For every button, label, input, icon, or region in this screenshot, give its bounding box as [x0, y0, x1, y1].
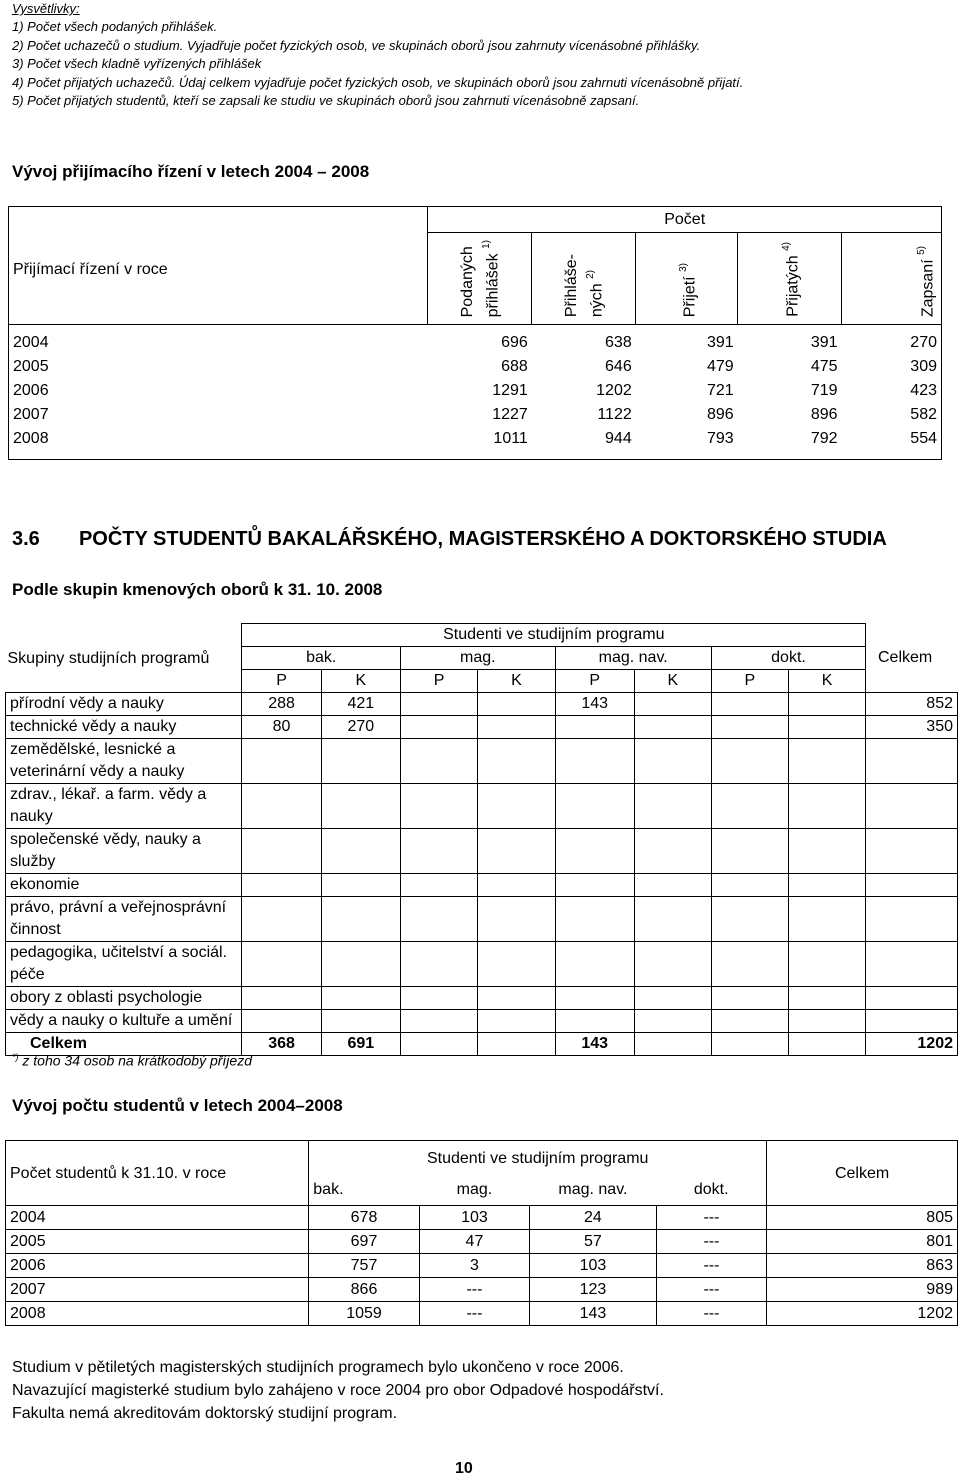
value-cell: [711, 739, 788, 784]
total-value-cell: 368: [242, 1033, 321, 1056]
value-cell: [555, 897, 634, 942]
value-cell: 646: [605, 358, 632, 375]
explanatory-notes: [12, 0, 952, 110]
table-row: [6, 716, 958, 739]
value-cell: [400, 874, 477, 897]
total-cell: [866, 739, 958, 784]
value-cell: 678: [309, 1206, 419, 1230]
value-cell: [711, 897, 788, 942]
table-row: [6, 784, 958, 829]
year-cell: 2006: [6, 1254, 309, 1278]
value-cell: 1011: [493, 430, 528, 447]
value-cell: [242, 874, 321, 897]
table-row: [9, 325, 942, 356]
value-cell: [789, 987, 866, 1010]
value-cell: 944: [605, 430, 632, 447]
page-number: 10: [455, 1460, 473, 1477]
total-cell: [866, 829, 958, 874]
total-cell: [866, 897, 958, 942]
value-cell: 80: [242, 716, 321, 739]
value-cell: [711, 829, 788, 874]
value-cell: 479: [706, 358, 734, 375]
value-cell: [321, 897, 400, 942]
total-cell: [866, 1010, 958, 1033]
students-title: Vývoj počtu studentů v letech 2004–2008: [12, 1096, 343, 1115]
total-cell: 805: [767, 1206, 958, 1230]
value-cell: [789, 942, 866, 987]
value-cell: ---: [656, 1254, 766, 1278]
grand-total-cell: 1202: [866, 1033, 958, 1056]
value-cell: [321, 829, 400, 874]
total-cell: 350: [866, 716, 958, 739]
column-header-prijatych: [738, 233, 842, 325]
admission-row-header: Přijímací řízení v roce: [9, 207, 428, 325]
table-row: [6, 739, 958, 784]
value-cell: 697: [309, 1230, 419, 1254]
value-cell: ---: [656, 1206, 766, 1230]
admission-group-header: Počet: [428, 207, 942, 233]
value-cell: 721: [706, 382, 734, 399]
value-cell: 143: [555, 693, 634, 716]
table-row: [6, 693, 958, 716]
group-name-cell: přírodní vědy a nauky: [6, 693, 242, 716]
year-cell: 2008: [13, 430, 49, 447]
subheader-p: P: [400, 670, 477, 693]
admission-title: Vývoj přijímacího řízení v letech 2004 – 2008: [12, 162, 370, 181]
program-dokt-header: dokt.: [656, 1174, 766, 1205]
value-cell: 1291: [492, 382, 528, 399]
footnote-text: z toho 34 osob na krátkodobý příjezd: [22, 1052, 252, 1069]
note-item: 1) Počet všech podaných přihlášek.: [12, 19, 218, 35]
column-header-prijeti: [636, 233, 738, 325]
total-cell: 801: [767, 1230, 958, 1254]
value-cell: 309: [910, 358, 937, 375]
year-cell: 2004: [6, 1206, 309, 1230]
total-value-cell: 143: [555, 1033, 634, 1056]
value-cell: [634, 942, 711, 987]
year-cell: 2007: [13, 406, 49, 423]
value-cell: [634, 829, 711, 874]
value-cell: ---: [656, 1278, 766, 1302]
value-cell: 1227: [492, 406, 528, 423]
footnote-mark: *): [12, 1052, 19, 1062]
value-cell: [400, 739, 477, 784]
value-cell: [555, 874, 634, 897]
value-cell: [400, 942, 477, 987]
value-cell: [242, 897, 321, 942]
value-cell: [789, 1010, 866, 1033]
value-cell: 421: [321, 693, 400, 716]
year-cell: 2004: [13, 334, 49, 351]
value-cell: 896: [810, 406, 838, 423]
table-row: [9, 355, 942, 379]
col-sup: 3): [678, 262, 690, 272]
program-magnav-header: mag. nav.: [555, 647, 711, 670]
value-cell: ---: [419, 1278, 529, 1302]
program-bak-header: bak.: [242, 647, 401, 670]
value-cell: 793: [706, 430, 734, 447]
program-magnav-header: mag. nav.: [530, 1174, 657, 1205]
value-cell: 688: [501, 358, 528, 375]
value-cell: 143: [530, 1302, 657, 1326]
year-cell: 2008: [6, 1302, 309, 1326]
col-label: Přihláše-: [562, 253, 580, 317]
note-item: 3) Počet všech kladně vyřízených přihlášek: [12, 56, 262, 72]
students-total-header: Celkem: [767, 1141, 958, 1206]
col-label: Podaných: [458, 245, 476, 317]
students-row-header: Počet studentů k 31.10. v roce: [6, 1141, 309, 1206]
section-title: POČTY STUDENTŮ BAKALÁŘSKÉHO, MAGISTERSKÉHO A DOKTORSKÉHO STUDIA: [78, 528, 887, 550]
value-cell: [400, 829, 477, 874]
value-cell: [555, 716, 634, 739]
subheader-p: P: [555, 670, 634, 693]
col-label: ných: [587, 283, 605, 317]
subheader-p: P: [242, 670, 321, 693]
value-cell: 1202: [596, 382, 632, 399]
value-cell: [789, 874, 866, 897]
table-row: [6, 987, 958, 1010]
notes-header: Vysvětlivky:: [12, 1, 80, 16]
groups-total-header: Celkem: [878, 649, 933, 666]
col-label: Přijatých: [784, 255, 802, 317]
value-cell: [789, 784, 866, 829]
value-cell: ---: [656, 1302, 766, 1326]
table-row: [9, 379, 942, 403]
value-cell: [400, 897, 477, 942]
value-cell: [478, 942, 555, 987]
table-row: [6, 1230, 958, 1254]
value-cell: [634, 693, 711, 716]
value-cell: [711, 1010, 788, 1033]
value-cell: [321, 1010, 400, 1033]
value-cell: [478, 987, 555, 1010]
total-value-cell: [789, 1033, 866, 1056]
value-cell: [400, 716, 477, 739]
note-item: 2) Počet uchazečů o studium. Vyjadřuje počet fyzických osob, ve skupinách oborů jsou zahrnuty vícenásobné přihlášky.: [12, 37, 701, 53]
value-cell: 475: [810, 358, 838, 375]
total-value-cell: [400, 1033, 477, 1056]
col-label: přihlášek: [484, 252, 502, 317]
footer-notes: [12, 1356, 664, 1425]
value-cell: [555, 1010, 634, 1033]
total-cell: [866, 874, 958, 897]
value-cell: [321, 987, 400, 1010]
value-cell: 582: [910, 406, 937, 423]
group-name-cell: vědy a nauky o kultuře a umění: [6, 1010, 242, 1033]
year-cell: 2005: [6, 1230, 309, 1254]
value-cell: [478, 739, 555, 784]
value-cell: [321, 942, 400, 987]
col-sup: 5): [915, 245, 927, 255]
value-cell: 391: [810, 334, 838, 351]
total-row-label: Celkem: [6, 1033, 242, 1056]
value-cell: [478, 897, 555, 942]
value-cell: ---: [656, 1230, 766, 1254]
table-row: [6, 1206, 958, 1230]
total-cell: 989: [767, 1278, 958, 1302]
value-cell: ---: [419, 1302, 529, 1326]
footer-line: Studium v pětiletých magisterských studijních programech bylo ukončeno v roce 2006.: [12, 1359, 624, 1376]
value-cell: [478, 693, 555, 716]
footer-line: Navazující magisterké studium bylo zahájeno v roce 2004 pro obor Odpadové hospodářství.: [12, 1382, 664, 1399]
note-item: 4) Počet přijatých uchazečů. Údaj celkem vyjadřuje počet fyzických osob, ve skupinách oborů jsou zahrnuti vícenásobně přijatí.: [12, 74, 744, 90]
value-cell: 391: [706, 334, 734, 351]
table-row: [6, 1010, 958, 1033]
value-cell: [711, 987, 788, 1010]
value-cell: [789, 716, 866, 739]
table-row: [6, 829, 958, 874]
column-header-zapsani: [842, 233, 942, 325]
value-cell: 57: [530, 1230, 657, 1254]
total-value-cell: [711, 1033, 788, 1056]
total-value-cell: 691: [321, 1033, 400, 1056]
value-cell: 270: [321, 716, 400, 739]
value-cell: [400, 1010, 477, 1033]
value-cell: [789, 693, 866, 716]
value-cell: [555, 829, 634, 874]
admission-table: [8, 206, 942, 460]
table-row: [6, 874, 958, 897]
value-cell: 47: [419, 1230, 529, 1254]
value-cell: [789, 739, 866, 784]
column-header-prihlasenych: [532, 233, 636, 325]
value-cell: [555, 784, 634, 829]
group-name-cell: ekonomie: [6, 874, 242, 897]
value-cell: [321, 784, 400, 829]
value-cell: [711, 942, 788, 987]
table-row: [6, 897, 958, 942]
value-cell: 757: [309, 1254, 419, 1278]
col-label: Přijetí: [681, 276, 699, 317]
groups-row-header: Skupiny studijních programů: [7, 649, 210, 667]
year-cell: 2007: [6, 1278, 309, 1302]
value-cell: [242, 829, 321, 874]
total-cell: 863: [767, 1254, 958, 1278]
value-cell: 719: [810, 382, 838, 399]
value-cell: [478, 716, 555, 739]
subheader-k: K: [789, 670, 866, 693]
value-cell: 103: [530, 1254, 657, 1278]
value-cell: [634, 1010, 711, 1033]
group-name-cell: právo, právní a veřejnosprávní činnost: [6, 897, 242, 942]
value-cell: 638: [605, 334, 632, 351]
value-cell: [634, 739, 711, 784]
subheader-k: K: [321, 670, 400, 693]
value-cell: 270: [910, 334, 937, 351]
table-row: [6, 942, 958, 987]
group-name-cell: zdrav., lékař. a farm. vědy a nauky: [6, 784, 242, 829]
col-sup: 1): [480, 239, 492, 249]
footer-line: Fakulta nemá akreditovám doktorský studijní program.: [12, 1405, 398, 1422]
section-heading: [12, 528, 887, 551]
value-cell: [711, 874, 788, 897]
value-cell: 896: [706, 406, 734, 423]
col-sup: 2): [584, 269, 596, 279]
value-cell: [711, 716, 788, 739]
value-cell: 1059: [309, 1302, 419, 1326]
value-cell: [400, 784, 477, 829]
value-cell: 423: [910, 382, 937, 399]
value-cell: [478, 1010, 555, 1033]
value-cell: [711, 693, 788, 716]
group-name-cell: obory z oblasti psychologie: [6, 987, 242, 1010]
value-cell: 3: [419, 1254, 529, 1278]
value-cell: 866: [309, 1278, 419, 1302]
year-cell: 2005: [13, 358, 49, 375]
value-cell: 123: [530, 1278, 657, 1302]
table-row: [6, 1302, 958, 1326]
program-mag-header: mag.: [400, 647, 555, 670]
col-sup: 4): [780, 242, 792, 252]
value-cell: [478, 784, 555, 829]
col-label: Zapsaní: [919, 259, 936, 317]
value-cell: [634, 784, 711, 829]
value-cell: 288: [242, 693, 321, 716]
value-cell: [321, 739, 400, 784]
total-cell: 852: [866, 693, 958, 716]
value-cell: 696: [501, 334, 528, 351]
value-cell: [242, 1010, 321, 1033]
program-mag-header: mag.: [419, 1174, 529, 1205]
total-cell: [866, 784, 958, 829]
table-row: [6, 1254, 958, 1278]
section-number: 3.6: [12, 528, 40, 550]
value-cell: [478, 829, 555, 874]
group-name-cell: zemědělské, lesnické a veterinární vědy a nauky: [6, 739, 242, 784]
value-cell: [555, 942, 634, 987]
value-cell: [400, 693, 477, 716]
groups-table: [5, 623, 958, 1056]
note-item: 5) Počet přijatých studentů, kteří se zapsali ke studiu ve skupinách oborů jsou zahrnuti vícenásobně zapsaní.: [12, 93, 640, 109]
year-cell: 2006: [13, 382, 49, 399]
value-cell: [242, 784, 321, 829]
value-cell: [242, 987, 321, 1010]
value-cell: [321, 874, 400, 897]
groups-footnote: [12, 1052, 252, 1069]
group-name-cell: společenské vědy, nauky a služby: [6, 829, 242, 874]
value-cell: [711, 784, 788, 829]
value-cell: [242, 739, 321, 784]
value-cell: [242, 942, 321, 987]
table-row: [6, 1278, 958, 1302]
table-row: [9, 403, 942, 427]
value-cell: [478, 874, 555, 897]
group-name-cell: technické vědy a nauky: [6, 716, 242, 739]
subheader-k: K: [634, 670, 711, 693]
program-dokt-header: dokt.: [711, 647, 865, 670]
students-table: [5, 1140, 958, 1326]
subheader-k: K: [478, 670, 555, 693]
value-cell: 792: [810, 430, 838, 447]
value-cell: [634, 987, 711, 1010]
value-cell: [789, 897, 866, 942]
total-cell: 1202: [767, 1302, 958, 1326]
groups-program-header: Studenti ve studijním programu: [242, 624, 866, 647]
column-header-podanych: [428, 233, 532, 325]
value-cell: [555, 739, 634, 784]
value-cell: [634, 897, 711, 942]
group-name-cell: pedagogika, učitelství a sociál. péče: [6, 942, 242, 987]
table-row: [9, 427, 942, 460]
value-cell: 1122: [597, 406, 632, 423]
value-cell: [555, 987, 634, 1010]
value-cell: [634, 716, 711, 739]
total-value-cell: [634, 1033, 711, 1056]
subheader-p: P: [711, 670, 788, 693]
value-cell: [400, 987, 477, 1010]
value-cell: [789, 829, 866, 874]
students-program-header: Studenti ve studijním programu: [309, 1141, 767, 1175]
total-value-cell: [478, 1033, 555, 1056]
total-cell: [866, 987, 958, 1010]
value-cell: [634, 874, 711, 897]
program-bak-header: bak.: [309, 1174, 419, 1205]
section-subtitle: Podle skupin kmenových oborů k 31. 10. 2008: [12, 580, 383, 599]
value-cell: 24: [530, 1206, 657, 1230]
value-cell: 554: [910, 430, 937, 447]
total-cell: [866, 942, 958, 987]
value-cell: 103: [419, 1206, 529, 1230]
